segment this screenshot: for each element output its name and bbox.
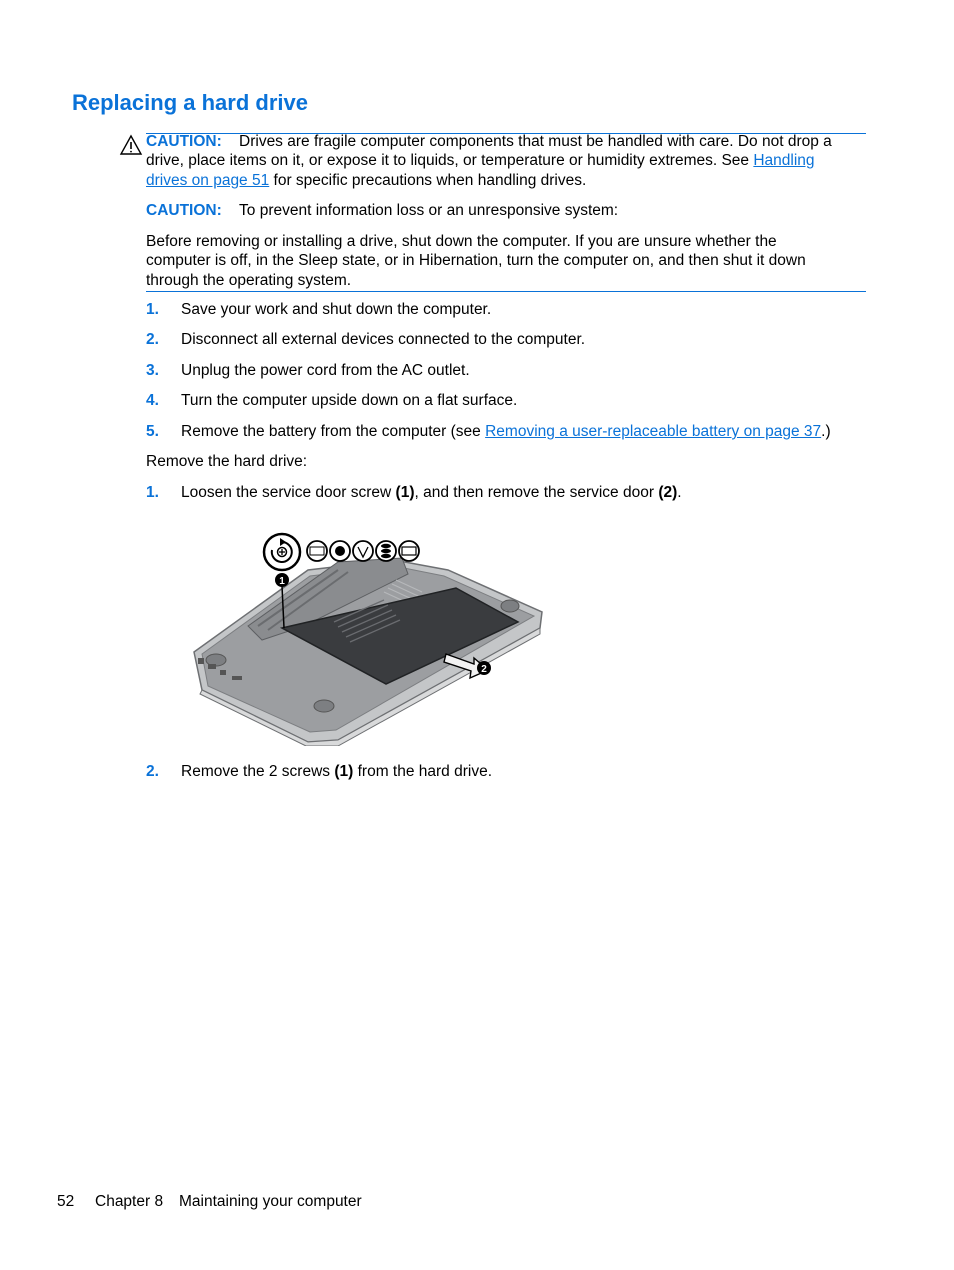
hd-step2-t2: from the hard drive. [353, 763, 492, 780]
step-text: Turn the computer upside down on a flat surface. [181, 392, 518, 409]
hd-step-text [181, 484, 682, 502]
step-number: 3. [146, 362, 159, 379]
caution-triangle-icon [119, 134, 143, 156]
remove-intro: Remove the hard drive: [146, 453, 308, 470]
caution-1-text1: Drives are fragile computer components that must be handled with care. Do not drop a [239, 133, 832, 150]
step-number: 5. [146, 423, 159, 440]
before-line2: computer is off, in the Sleep state, or in Hibernation, turn the computer on, and then shut it down [146, 252, 806, 270]
caution-2-label: CAUTION: [146, 202, 222, 219]
step-number: 2. [146, 331, 159, 348]
hd-step2-callout1: (1) [334, 763, 354, 780]
step5-text-before: Remove the battery from the computer (see [181, 423, 486, 440]
footer-title: Maintaining your computer [179, 1193, 362, 1210]
step-text: Disconnect all external devices connected to the computer. [181, 331, 586, 348]
hd-step2-t1: Remove the 2 screws [181, 763, 335, 780]
hd-step1-t1: Loosen the service door screw [181, 484, 396, 501]
caution-2-text: To prevent information loss or an unresponsive system: [239, 202, 619, 219]
handling-drives-link-part2[interactable]: drives on page 51 [146, 171, 270, 189]
page-heading: Replacing a hard drive [72, 90, 308, 115]
hd-step-number: 2. [146, 763, 159, 780]
step-number: 4. [146, 392, 159, 409]
step5-text-after: .) [821, 423, 831, 440]
caution-1-line3 [146, 171, 866, 190]
step-number: 1. [146, 301, 159, 318]
footer-chapter: Chapter 8 [95, 1193, 164, 1210]
callout-2-label: 2 [481, 664, 487, 675]
caution-1-line2 [146, 151, 866, 170]
step-text: Unplug the power cord from the AC outlet. [181, 362, 470, 379]
step-text [181, 423, 831, 441]
caution-1-text2: drive, place items on it, or expose it to liquids, or temperature or humidity extremes. See [146, 152, 754, 170]
before-line1: Before removing or installing a drive, shut down the computer. If you are unsure whether the [146, 233, 777, 250]
removing-battery-link[interactable]: Removing a user-replaceable battery on page 37 [485, 423, 822, 440]
caution-1-line1 [146, 132, 866, 151]
caution-1 [146, 132, 866, 190]
footer-page-number: 52 [57, 1193, 75, 1210]
before-paragraph [146, 232, 866, 290]
handling-drives-link-part1[interactable]: Handling [753, 152, 815, 170]
callout-1-label: 1 [279, 576, 285, 587]
before-line3: through the operating system. [146, 271, 352, 289]
caution-1-label: CAUTION: [146, 133, 222, 150]
hd-step-text [181, 763, 492, 781]
hd-step1-callout2: (2) [658, 484, 678, 501]
laptop-bottom-figure [188, 530, 550, 746]
hd-step-number: 1. [146, 484, 159, 501]
caution-2 [146, 201, 618, 220]
hd-step1-callout1: (1) [395, 484, 415, 501]
hd-step1-t2: , and then remove the service door [414, 484, 659, 501]
caution-bottom-rule [146, 291, 866, 292]
caution-1-text-end: for specific precautions when handling drives. [269, 171, 587, 189]
step-text: Save your work and shut down the computer. [181, 301, 492, 318]
hd-step1-t3: . [677, 484, 682, 501]
